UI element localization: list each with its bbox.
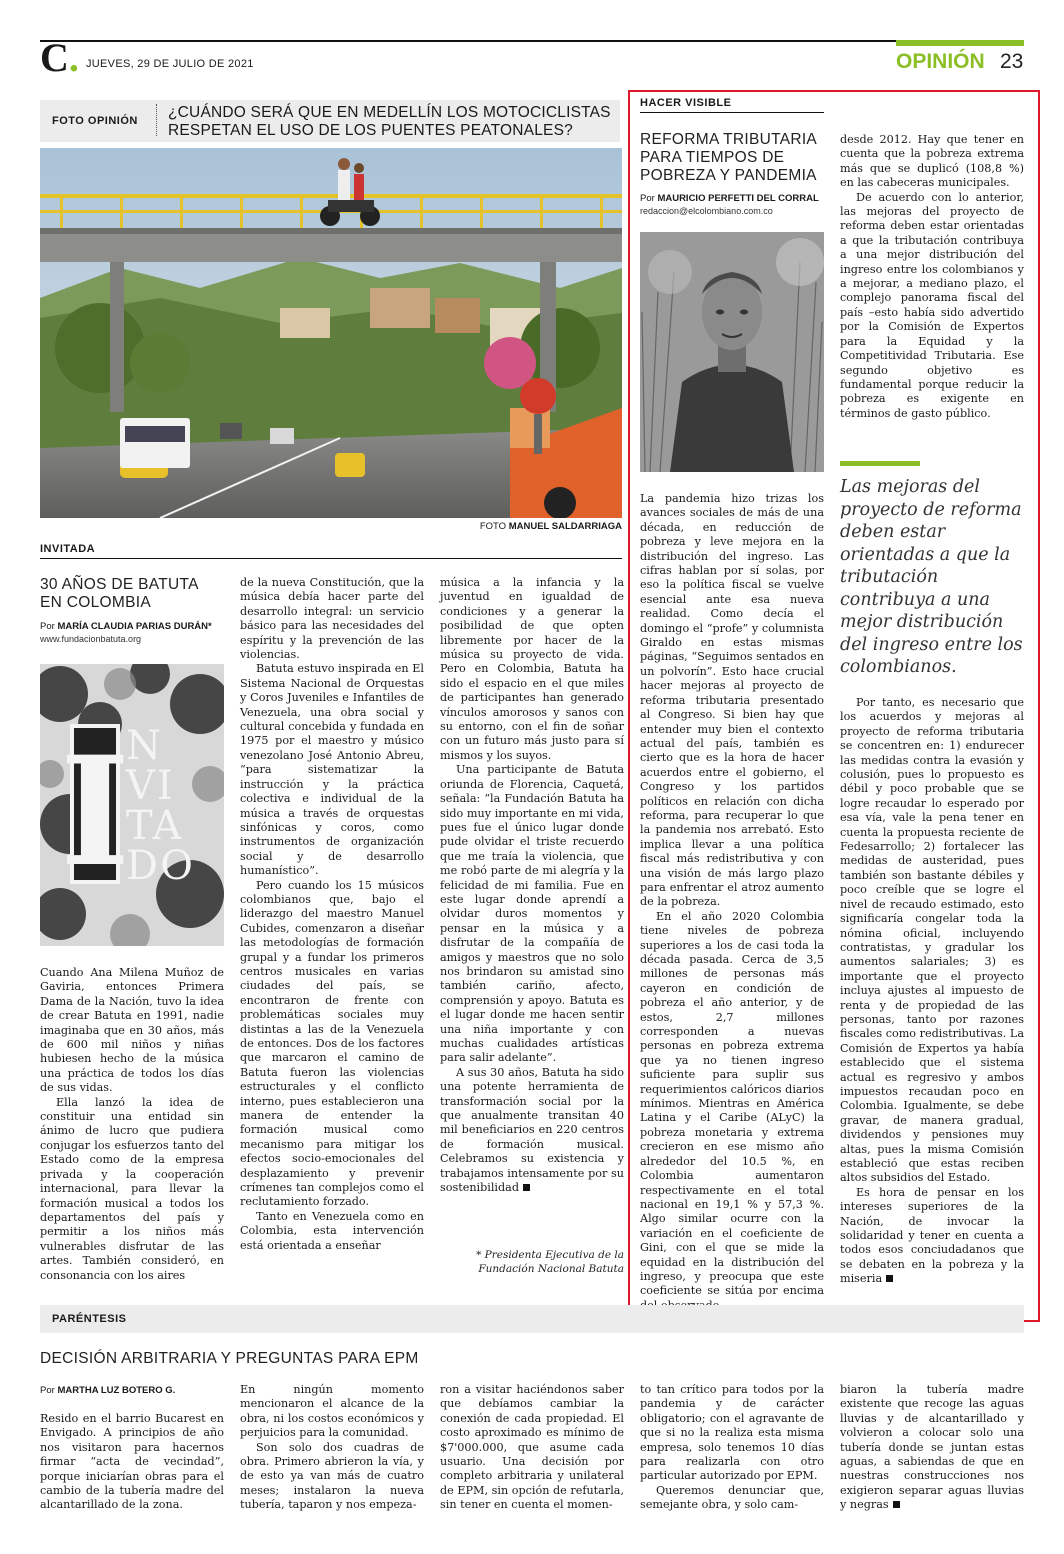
hacer-visible-column-2-top: desde 2012. Hay que tener en cuenta que la pobreza extrema más que se duplicó (108,8 %) en las cabeceras municipales. De acuerdo con lo anterior, las mejoras del proyecto de reforma deben estar orientadas a que la tributación contribuya a una mejor distribución del ingreso entre los colombianos y a mejorar, a mediano plazo, el complejo panorama fiscal del país –esto había sido advertido por la Comisión de Expertos para la Equidad y la Competitividad Tributaria. Ese segundo objetivo es fundamental porque reducir la pobreza es exigente en términos de gasto público. [840, 133, 1024, 420]
page-number: 23 [1000, 50, 1024, 73]
parentesis-headline: DECISIÓN ARBITRARIA Y PREGUNTAS PARA EPM [40, 1350, 419, 1367]
end-mark [523, 1184, 530, 1191]
foto-opinion-divider [156, 104, 157, 136]
parentesis-column-2: En ningún momento mencionaron el alcance de la obra, ni los costos económicos y perjuicios para la comunidad. Son solo dos cuadras de obra. Primero abrieron la vía, y de esto ya van más de cuatro meses; instalaron la nueva tubería, taparon y nos empeza- [240, 1383, 424, 1512]
header-rule [40, 40, 1024, 42]
invitado-vertical-text: N VI TA DO [126, 723, 195, 889]
foto-opinion-title: ¿CUÁNDO SERÁ QUE EN MEDELLÍN LOS MOTOCICLISTAS RESPETAN EL USO DE LOS PUENTES PEATONALES? [168, 104, 611, 139]
author-portrait [640, 232, 824, 472]
parentesis-band [40, 1305, 1024, 1333]
author-portrait-image [640, 232, 824, 472]
hacer-visible-section-label: HACER VISIBLE [640, 97, 732, 109]
hacer-visible-email: redaccion@elcolombiano.com.co [640, 206, 773, 216]
parentesis-column-4: to tan crítico para todos por la pandemia y de carácter obligatorio; con el agravante de que si no la realiza esta misma empresa, solo tenemos 10 días para realizarla con otro particular autorizado por EPM. Queremos denunciar que, semejante obra, y solo cam- [640, 1383, 824, 1512]
end-mark [886, 1275, 893, 1282]
masthead-logo: C. [40, 35, 79, 80]
invitada-byline: Por MARÍA CLAUDIA PARIAS DURÁN* [40, 621, 212, 632]
invitada-rule [40, 558, 622, 559]
dateline: JUEVES, 29 DE JULIO DE 2021 [86, 58, 254, 70]
invitada-column-1: Cuando Ana Milena Muñoz de Gaviria, entonces Primera Dama de la Nación, tuvo la idea de crear Batuta en 1991, nadie imaginaba que en 30 años, más de 600 mil niños y niñas hubiesen hecho de la música una práctica de todos los días de sus vidas. Ella lanzó la idea de constituir una entidad sin ánimo de lucro que pudiera conjugar los esfuerzos tanto del Estado como de la empresa privada y la cooperación internacional, para llevar la formación musical a todos los departamentos del país y permitir a los niños más vulnerables disfrutar de las artes. También consideró, en consonancia con los aires [40, 966, 224, 1282]
invitada-website: www.fundacionbatuta.org [40, 634, 142, 644]
invitada-section-label: INVITADA [40, 543, 96, 555]
invitada-column-3: música a la infancia y la juventud en igualdad de condiciones y a generar la posibilidad de que opten libremente por hacer de la música su proyecto de vida. Pero en Colombia, Batuta ha sido el espacio en el que miles de participantes han generado vínculos amorosos y sanos con su entorno, con el fin de soñar con un futuro más justo para sí mismos y los suyos. Una participante de Batuta oriunda de Florencia, Caquetá, señala: “la Fundación Batuta ha sido muy importante en mi vida, pues fue el único lugar donde pude olvidar el triste recuerdo que me traía la violencia, que me robó parte de mi alegría y la felicidad de mi familia. Fue en este lugar donde aprendí a olvidar duros momentos y pensar en la música y a disfrutar de la compañía de amigos y maestros que no solo nos brindaron su amistad sino también cariño, afecto, comprensión y apoyo. Batuta es el lugar donde me hacen sentir una niña importante y con muchas cualidades artísticas para salir adelante”. A sus 30 años, Batuta ha sido una potente herramienta de transformación social por la que anualmente transitan 40 mil beneficiarios en 220 centros de formación musical. Celebramos su existencia y trabajamos intensamente por su sostenibilidad [440, 576, 624, 1195]
hacer-visible-column-2-bottom: Por tanto, es necesario que los acuerdos y mejoras al proyecto de reforma tributaria se concentren en: 1) endurecer las medidas contra la evasión y colusión, pues lo propuesto es débil y poco probable que se logre recaudar lo esperado por esa vía, vale la pena tener en cuenta la propuesta reciente de Fedesarrollo; 2) fortalecer las medidas de austeridad, pues también son bastante débiles y poco creíble que se logre el nivel de recaudo estimado, esto significaría congelar toda la nómina oficial, incluyendo contratistas, y gradular los aumentos salariales; 3) es importante que el proyecto incluya ajustes al impuesto de renta y de propiedad de las personas, tanto por razones fiscales como redistributivas. La Comisión de Expertos ya había establecido que el sistema actual es regresivo y ambos impuestos recaudan poco en Colombia. Igualmente, se debe gravar, de manera gradual, dividendos y pensiones muy altas, pues la misma Comisión estableció que estas reciben altos subsidios del Estado. Es hora de pensar en los intereses superiores de la Nación, de invocar la solidaridad y tener en cuenta a todos esos conciudadanos que se debaten en la pobreza y la miseria [840, 696, 1024, 1286]
svg-text:I: I [59, 724, 131, 900]
hacer-visible-byline: Por MAURICIO PERFETTI DEL CORRAL [640, 193, 819, 204]
pull-quote: Las mejoras del proyecto de reforma deben estar orientadas a que la tributación contribuya a una mejor distribución del ingreso entre los colombianos. [840, 477, 1023, 677]
pull-quote-accent-bar [840, 461, 920, 466]
invitada-column-2: de la nueva Constitución, que la música debía hacer parte del desarrollo integral: un servicio básico para las necesidades del espíritu y la prevención de las violencias. Batuta estuvo inspirada en El Sistema Nacional de Orquestas y Coros Juveniles e Infantiles de Venezuela, una obra social y cultural concebida y fundada en 1975 por el maestro y músico venezolano José Antonio Abreu, “para sistematizar la instrucción y la práctica colectiva e individual de la música a través de orquestas sinfónicas y coros, como instrumentos de organización social y de desarrollo humanístico”. Pero cuando los 15 músicos colombianos que, bajo el liderazgo del maestro Manuel Cubides, comenzaron a diseñar las metodologías de formación grupal y a fundar los primeros centros musicales en varias ciudades del país, se encontraron de frente con problemáticas sociales muy distintas a las de la Venezuela de entonces. Dos de los factores que marcaron el camino de Batuta fueron las violencias estructurales y el conflicto interno, pues establecieron una manera de entender la formación musical como mecanismo para mitigar los efectos socio-emocionales del desplazamiento y prevenir crímenes tan complejos como el reclutamiento forzado. Tanto en Venezuela como en Colombia, esta intervención está orientada a enseñar [240, 576, 424, 1252]
street-bridge-photo [40, 148, 622, 518]
invitada-headline: 30 AÑOS DE BATUTA EN COLOMBIA [40, 576, 199, 611]
section-accent-bar [896, 40, 1024, 46]
parentesis-column-1: Resido en el barrio Bucarest en Envigado. A principios de año nos visitaron para hacernos firmar “acta de vecindad”, porque iniciarían obras para el cambio de la tubería madre del alcantarillado de la zona. [40, 1412, 224, 1512]
bridge-scene-image [40, 148, 622, 518]
invitado-graphic [40, 664, 224, 946]
hacer-visible-rule [640, 112, 824, 113]
hacer-visible-headline: REFORMA TRIBUTARIA PARA TIEMPOS DE POBREZA Y PANDEMIA [640, 131, 818, 184]
parentesis-byline: Por MARTHA LUZ BOTERO G. [40, 1385, 176, 1396]
section-name: OPINIÓN [896, 50, 985, 73]
photo-credit: FOTO MANUEL SALDARRIAGA [479, 521, 622, 532]
end-mark [893, 1501, 900, 1508]
parentesis-section-label: PARÉNTESIS [52, 1313, 127, 1325]
parentesis-column-3: ron a visitar haciéndonos saber que debíamos cambiar la conexión de cada propiedad. El costo aproximado es mínimo de $7'000.000, que asume cada usuario. Una decisión por completo arbitraria y unilateral de EPM, sin opción de refutarla, sin tener en cuenta el momen- [440, 1383, 624, 1512]
foto-opinion-label: FOTO OPINIÓN [52, 115, 138, 127]
hacer-visible-column-1: La pandemia hizo trizas los avances sociales de más de una década, en reducción de pobreza y leve mejora en la distribución del ingreso. Las cifras hablan por sí solas, por eso la política fiscal se vuelve esencial ante esa nueva realidad. Como decía el domingo el “profe” y columnista Giraldo en estas mismas páginas, “Seguimos sentados en un polvorín”. Esto hace crucial hacer mejoras al proyecto de reforma tributaria presentado al Congreso. Si bien hay que entender muy bien el contexto actual del país, también es cierto que es la hora de hacer acuerdos entre el gobierno, el Congreso y los partidos políticos en relación con dicha reforma, para recuperar lo que la pandemia nos arrebató. Esto implica llevar a una política fiscal más redistributiva y con una visión de más largo plazo para enfrentar el atroz aumento de la pobreza. En el año 2020 Colombia tiene niveles de pobreza superiores a los de casi toda la década pasada. Cerca de 3,5 millones de personas más cayeron en condición de pobreza el año anterior, y de estos, 2,7 millones corresponden a nuevas personas en pobreza extrema que ya no tienen ingreso suficiente para suplir sus requerimientos calóricos diarios mínimos. Mientras en América Latina y el Caribe (ALyC) la pobreza monetaria y extrema crecieron en ese mismo año alrededor del 10.5 %, en Colombia aumentaron respectivamente en el total nacional en 19,1 % y 57,3 %. Algo similar ocurre con la variación en el coeficiente de Gini, con el que se mide la equidad en la distribución del ingreso, y preocupa que este coeficiente se sitúa por encima [640, 492, 824, 1298]
parentesis-column-5: biaron la tubería madre existente que recoge las aguas lluvias y de alcantarillado y volvieron a colocar solo una tubería donde se juntan estas aguas, a sabiendas de que en nuestras construcciones nos exigieron separar aguas lluvias y negras [840, 1383, 1024, 1512]
invitada-footnote: * Presidenta Ejecutiva de la Fundación Nacional Batuta [476, 1249, 624, 1275]
